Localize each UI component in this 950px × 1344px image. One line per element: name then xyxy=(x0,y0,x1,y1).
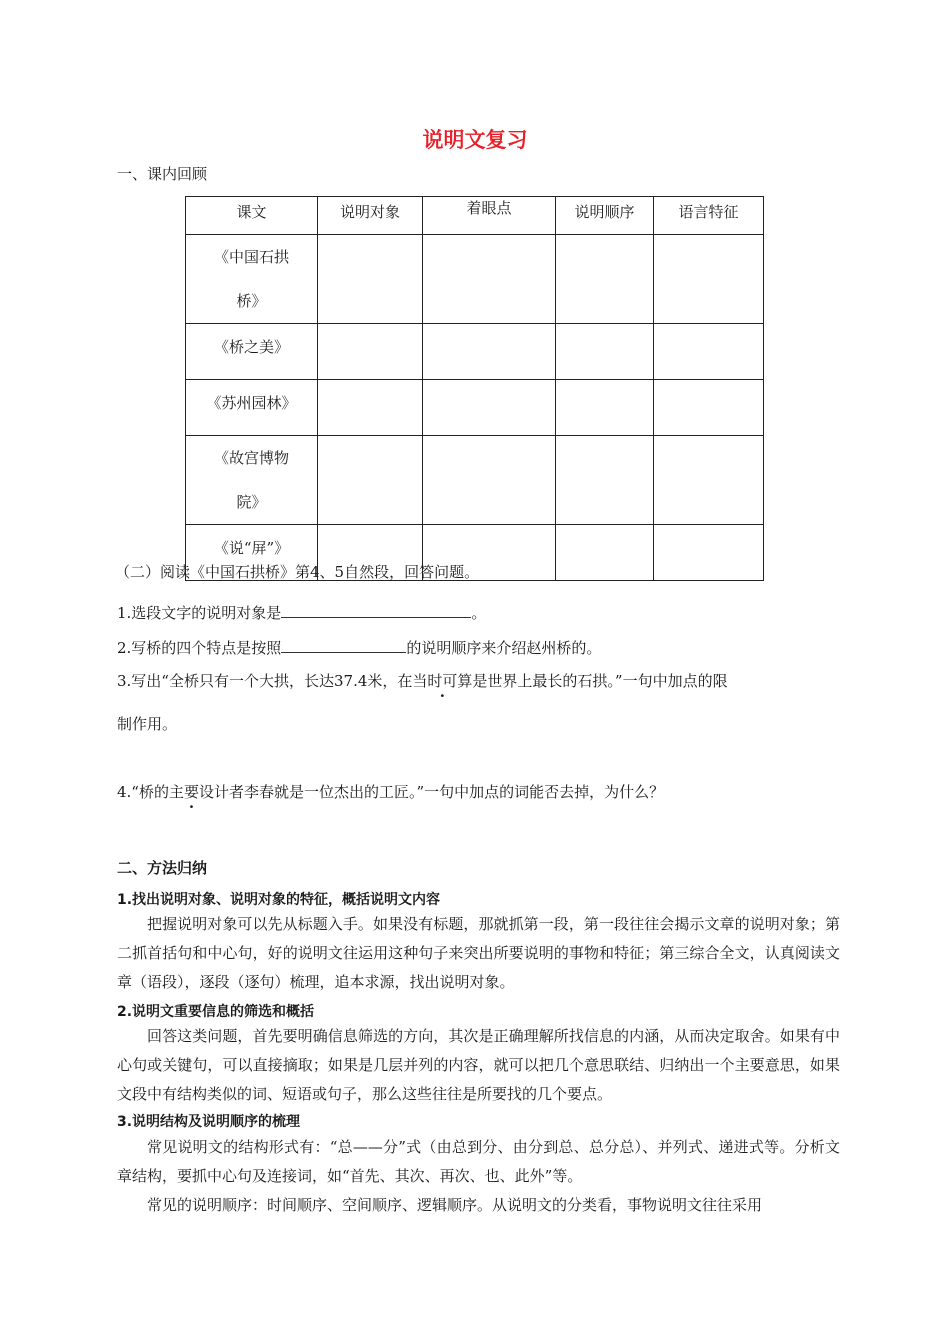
question-1-end: 。 xyxy=(471,604,487,622)
row-title-cell xyxy=(186,436,318,525)
empty-cell[interactable] xyxy=(654,436,764,525)
empty-cell[interactable] xyxy=(318,380,423,436)
table-row xyxy=(186,235,764,324)
method-3-paragraph-1: 常见说明文的结构形式有：“总——分”式（由总到分、由分到总、总分总）、并列式、递进式等。分析文章结构，要抓中心句及连接词，如“首先、其次、再次、也、此外”等。 xyxy=(117,1138,840,1185)
empty-cell[interactable] xyxy=(423,380,556,436)
section1-heading: 一、课内回顾 xyxy=(117,165,208,183)
empty-cell[interactable] xyxy=(556,324,654,380)
table-row xyxy=(186,380,764,436)
question-2-end: 的说明顺序来介绍赵州桥的。 xyxy=(406,639,602,657)
empty-cell[interactable] xyxy=(556,436,654,525)
empty-cell[interactable] xyxy=(556,235,654,324)
row-title-line2: 院》 xyxy=(236,493,267,511)
question-3-line2: 制作用。 xyxy=(117,715,178,733)
reading-intro: （二）阅读《中国石拱桥》第4、5自然段，回答问题。 xyxy=(115,563,480,581)
method-2-title: 2.说明文重要信息的筛选和概括 xyxy=(117,1004,315,1020)
page-title: 说明文复习 xyxy=(422,128,528,152)
row-title-line1: 《苏州园林》 xyxy=(206,394,297,412)
question-4-part2: 设计者李春就是一位杰出的工匠。”一句中加点的词能否去掉，为什么？ xyxy=(199,783,665,801)
method-2-paragraph: 回答这类问题，首先要明确信息筛选的方向，其次是正确理解所找信息的内涵，从而决定取舍。如果有中心句或关键句，可以直接摘取；如果是几层并列的内容，就可以把几个意思联结、归纳出一个主要意思，如果文段中有结构类似的词、短语或句子，那么这些往往是所要找的几个要点。 xyxy=(117,1027,840,1103)
review-table xyxy=(185,196,764,581)
empty-cell[interactable] xyxy=(318,436,423,525)
empty-cell[interactable] xyxy=(654,525,764,581)
header-text: 课文 xyxy=(186,197,318,235)
question-3-part2: 是世界上最长的石拱。”一句中加点的限 xyxy=(472,672,728,690)
empty-cell[interactable] xyxy=(423,324,556,380)
empty-cell[interactable] xyxy=(556,380,654,436)
header-order: 说明顺序 xyxy=(556,197,654,235)
dotted-word: 要 xyxy=(183,783,199,801)
answer-blank-1[interactable] xyxy=(281,602,471,618)
row-title-line2: 桥》 xyxy=(236,292,267,310)
question-2 xyxy=(117,637,601,658)
method-1-title: 1.找出说明对象、说明对象的特征，概括说明文内容 xyxy=(117,892,441,908)
question-2-text: 2.写桥的四个特点是按照 xyxy=(117,639,282,657)
dotted-phrase xyxy=(412,672,472,690)
table-row xyxy=(186,436,764,525)
dotted-chars: 当时可算 xyxy=(412,672,473,690)
section2-heading: 二、方法归纳 xyxy=(117,859,208,877)
row-title-line1: 《桥之美》 xyxy=(213,338,289,356)
row-title-cell xyxy=(186,324,318,380)
row-title-line1: 《中国石拱 xyxy=(213,248,289,266)
row-title-cell xyxy=(186,235,318,324)
empty-cell[interactable] xyxy=(654,380,764,436)
answer-blank-2[interactable] xyxy=(281,637,406,653)
question-4-part1: 4.“桥的主 xyxy=(117,783,184,801)
empty-cell[interactable] xyxy=(556,525,654,581)
empty-cell[interactable] xyxy=(654,324,764,380)
question-3-part1: 3.写出“全桥只有一个大拱，长达37.4米，在 xyxy=(117,672,413,690)
method-3-title: 3.说明结构及说明顺序的梳理 xyxy=(117,1114,301,1130)
empty-cell[interactable] xyxy=(423,235,556,324)
header-language: 语言特征 xyxy=(654,197,764,235)
empty-cell[interactable] xyxy=(318,324,423,380)
header-object: 说明对象 xyxy=(318,197,423,235)
table-header-row xyxy=(186,197,764,235)
header-focus: 着眼点 xyxy=(423,197,556,235)
empty-cell[interactable] xyxy=(654,235,764,324)
row-title-cell xyxy=(186,380,318,436)
table-row xyxy=(186,324,764,380)
method-1-paragraph: 把握说明对象可以先从标题入手。如果没有标题，那就抓第一段，第一段往往会揭示文章的说明对象；第二抓首括句和中心句，好的说明文往运用这种句子来突出所要说明的事物和特征；第三综合全文，认真阅读文章（语段），逐段（逐句）梳理，追本求源，找出说明对象。 xyxy=(117,915,840,991)
row-title-line1: 《故宫博物 xyxy=(213,449,289,467)
empty-cell[interactable] xyxy=(318,235,423,324)
empty-cell[interactable] xyxy=(423,436,556,525)
question-1-text: 1.选段文字的说明对象是 xyxy=(117,604,282,622)
method-3-paragraph-2: 常见的说明顺序：时间顺序、空间顺序、逻辑顺序。从说明文的分类看，事物说明文往往采用 xyxy=(147,1196,763,1214)
question-1 xyxy=(117,602,486,623)
row-title-line1: 《说“屏”》 xyxy=(213,539,290,557)
question-4 xyxy=(117,782,664,802)
question-3 xyxy=(117,671,728,691)
